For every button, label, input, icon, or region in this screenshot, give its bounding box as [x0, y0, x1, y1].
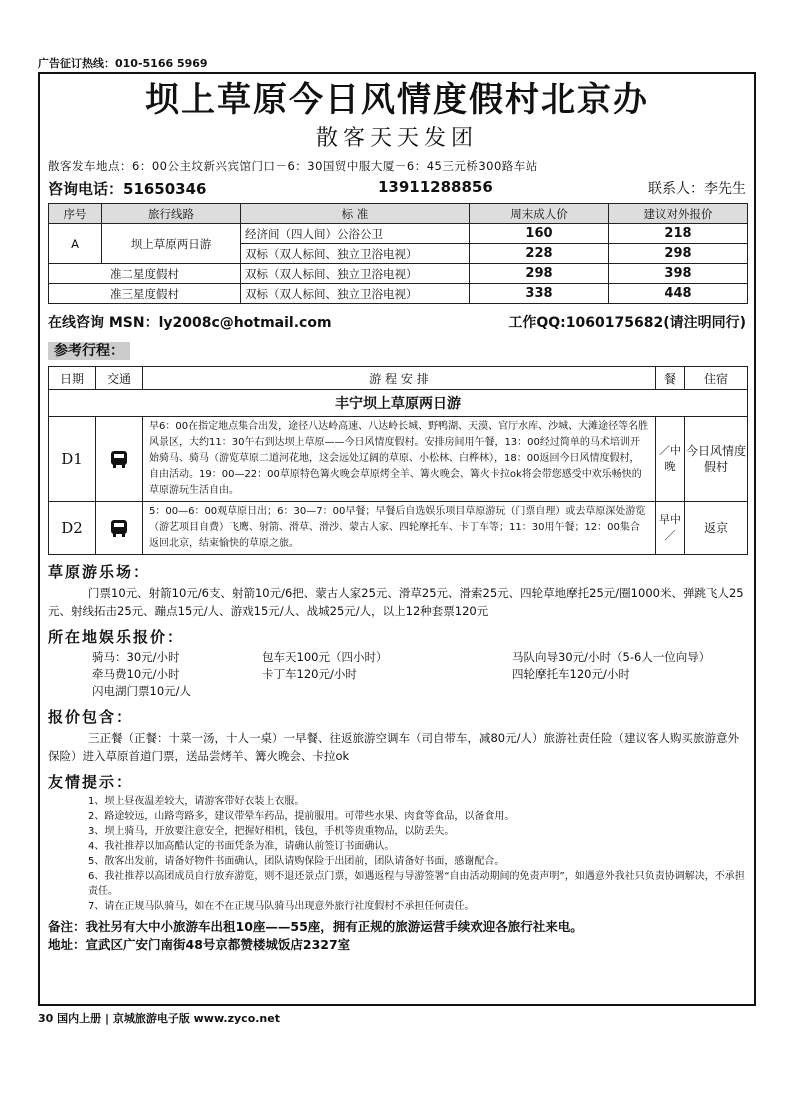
col-header: 序号 — [49, 204, 102, 224]
list-item: 卡丁车120元/小时 — [262, 667, 357, 681]
list-item: 6、我社推荐以高团成员自行放弃游览，则不退还景点门票，如遇返程与导游签署“自由活动期间的免责声明”，如遇意外我社只负责协调解决，不承担责任。 — [88, 871, 745, 897]
contact-bar — [48, 178, 746, 199]
row-standard: 双标（双人标间、独立卫浴电视） — [241, 244, 470, 264]
includes-title: 报价包含： — [48, 708, 134, 726]
row-standard: 双标（双人标间、独立卫浴电视） — [241, 284, 470, 304]
price-header-row — [49, 204, 748, 224]
route-title-row — [49, 390, 748, 417]
route-title: 丰宁坝上草原两日游 — [49, 390, 748, 417]
col-header: 餐 — [656, 367, 685, 390]
row-quote: 448 — [609, 284, 748, 304]
tips-list — [88, 794, 746, 914]
row-quote: 218 — [609, 224, 748, 244]
day-schedule: 早6：00在指定地点集合出发，途径八达岭高速、八达岭长城、野鸭湖、天漠、官厅水库、沙城、大滩途径等名胜风景区，大约11：30午右到达坝上草原——今日风情度假村。安排房间用午餐，13：00经过简单的马术培训开始骑马、骑马（游览草原二道河花地，这会远处辽阔的草原、小松林、白桦林），18：00返回今日风情度假村，自由活动。19：00—22：00草原特色篝火晚会草原烤全羊、篝火晚会、篝火卡拉ok将会带您感受中欢乐畅快的草原游玩生活自由。 — [143, 417, 656, 502]
table-row — [49, 224, 748, 244]
list-item: 3、坝上骑马，开放要注意安全，把握好相机，钱包，手机等贵重物品，以防丢失。 — [88, 826, 455, 837]
phone: 咨询电话：51650346 — [48, 180, 207, 198]
list-item: 1、坝上昼夜温差较大，请游客带好衣装上衣服。 — [88, 796, 305, 807]
page-footer: 30 国内上册 | 京城旅游电子版 www.zyco.net — [38, 1012, 280, 1025]
tips-title: 友情提示： — [48, 773, 134, 791]
page-title: 坝上草原今日风情度假村北京办 — [145, 80, 649, 120]
day-meals: ／中晚 — [656, 417, 685, 502]
itinerary-table — [48, 366, 748, 555]
online-contact — [48, 312, 746, 332]
col-header: 住宿 — [685, 367, 748, 390]
row-no: A — [49, 224, 102, 264]
contact-person: 联系人：李先生 — [648, 181, 746, 197]
col-header: 建议对外报价 — [609, 204, 748, 224]
day-schedule: 5：00—6：00观草原日出；6：30—7：00早餐；早餐后自选娱乐项目草原游玩（门票自理）或去草原深处游览（游艺项目自费）飞鹰、射箭、滑草、滑沙、蒙古人家、四轮摩托车、卡丁车等；11：30用午餐；12：00集合返回北京，结束愉快的草原之旅。 — [143, 502, 656, 555]
price-table — [48, 203, 748, 304]
row-route: 准二星度假村 — [49, 264, 241, 284]
table-row — [49, 284, 748, 304]
col-header: 旅行线路 — [102, 204, 241, 224]
list-item: 包车天100元（四小时） — [262, 650, 388, 664]
entertain-title: 所在地娱乐报价： — [48, 628, 185, 646]
transport-cell — [96, 417, 143, 502]
row-price: 160 — [470, 224, 609, 244]
includes-text: 三正餐（正餐：十菜一汤，十人一桌）一早餐、往返旅游空调车（司自带车，减80元/人）旅游社责任险（建议客人购买旅游意外保险）进入草原首道门票，送品尝烤羊、篝火晚会、卡拉ok — [48, 731, 740, 763]
list-item: 牵马费10元/小时 — [92, 667, 180, 681]
reference-heading — [48, 340, 754, 360]
page-subtitle: 散客天天发团 — [315, 126, 478, 151]
row-route: 准三星度假村 — [49, 284, 241, 304]
col-header: 周末成人价 — [470, 204, 609, 224]
remark: 备注：我社另有大中小旅游车出租10座——55座，拥有正规的旅游运营手续欢迎各旅行社来电。 — [48, 919, 583, 934]
list-item: 闪电湖门票10元/人 — [92, 684, 192, 698]
mobile: 13911288856 — [378, 178, 493, 196]
col-header: 交通 — [96, 367, 143, 390]
playground-title: 草原游乐场： — [48, 563, 151, 581]
day-meals: 早中／ — [656, 502, 685, 555]
itinerary-header-row — [49, 367, 748, 390]
row-standard: 经济间（四人间）公浴公卫 — [241, 224, 470, 244]
day-label: D1 — [49, 417, 96, 502]
msn-address[interactable]: 在线咨询 MSN：ly2008c@hotmail.com — [48, 315, 332, 331]
list-item: 5、散客出发前，请备好物件书面确认，团队请购保险于出团前，团队请备好书面，感谢配合。 — [88, 856, 505, 867]
transport-cell — [96, 502, 143, 555]
list-item: 4、我社推荐以加高酷认定的书面凭条为准，请确认前签订书面确认。 — [88, 841, 395, 852]
ad-hotline: 广告征订热线：010-5166 5969 — [38, 57, 208, 70]
list-item: 骑马：30元/小时 — [92, 650, 180, 664]
qq-number: 工作QQ:1060175682(请注明同行) — [508, 315, 746, 331]
col-header: 标 准 — [241, 204, 470, 224]
flyer-frame — [38, 72, 756, 1006]
row-price: 338 — [470, 284, 609, 304]
departure-info: 散客发车地点：6：00公主坟新兴宾馆门口－6：30国贸中服大厦－6：45三元桥300路车站 — [48, 159, 538, 173]
list-item: 四轮摩托车120元/小时 — [512, 667, 630, 681]
address: 地址：宣武区广安门南街48号京都赞楼城饭店2327室 — [48, 937, 351, 952]
table-row — [49, 264, 748, 284]
list-item: 2、路途较远，山路弯路多，建议带晕车药品，提前服用。可带些水果、肉食等食品，以备食用。 — [88, 811, 515, 822]
day-label: D2 — [49, 502, 96, 555]
row-route: 坝上草原两日游 — [102, 224, 241, 264]
reference-label: 参考行程： — [48, 342, 130, 360]
row-quote: 398 — [609, 264, 748, 284]
bus-icon — [111, 520, 127, 534]
row-price: 298 — [470, 264, 609, 284]
list-item: 马队向导30元/小时（5-6人一位向导） — [512, 650, 711, 664]
row-price: 228 — [470, 244, 609, 264]
col-header: 日期 — [49, 367, 96, 390]
table-row — [49, 417, 748, 502]
row-standard: 双标（双人标间、独立卫浴电视） — [241, 264, 470, 284]
col-header: 游 程 安 排 — [143, 367, 656, 390]
table-row — [49, 502, 748, 555]
row-quote: 298 — [609, 244, 748, 264]
bus-icon — [111, 451, 127, 465]
playground-text: 门票10元、射箭10元/6支、射箭10元/6把、蒙古人家25元、滑草25元、滑索25元、四轮草地摩托25元/圈1000米、弹跳飞人25元、射线拓击25元、蹦点15元/人、游戏15元/人、战城25元/人，以上12种套票120元 — [48, 586, 744, 618]
list-item: 7、请在正规马队骑马，如在不在正规马队骑马出现意外旅行社度假村不承担任何责任。 — [88, 901, 475, 912]
day-lodging: 今日风情度假村 — [685, 417, 748, 502]
day-lodging: 返京 — [685, 502, 748, 555]
entertain-list — [92, 649, 746, 700]
